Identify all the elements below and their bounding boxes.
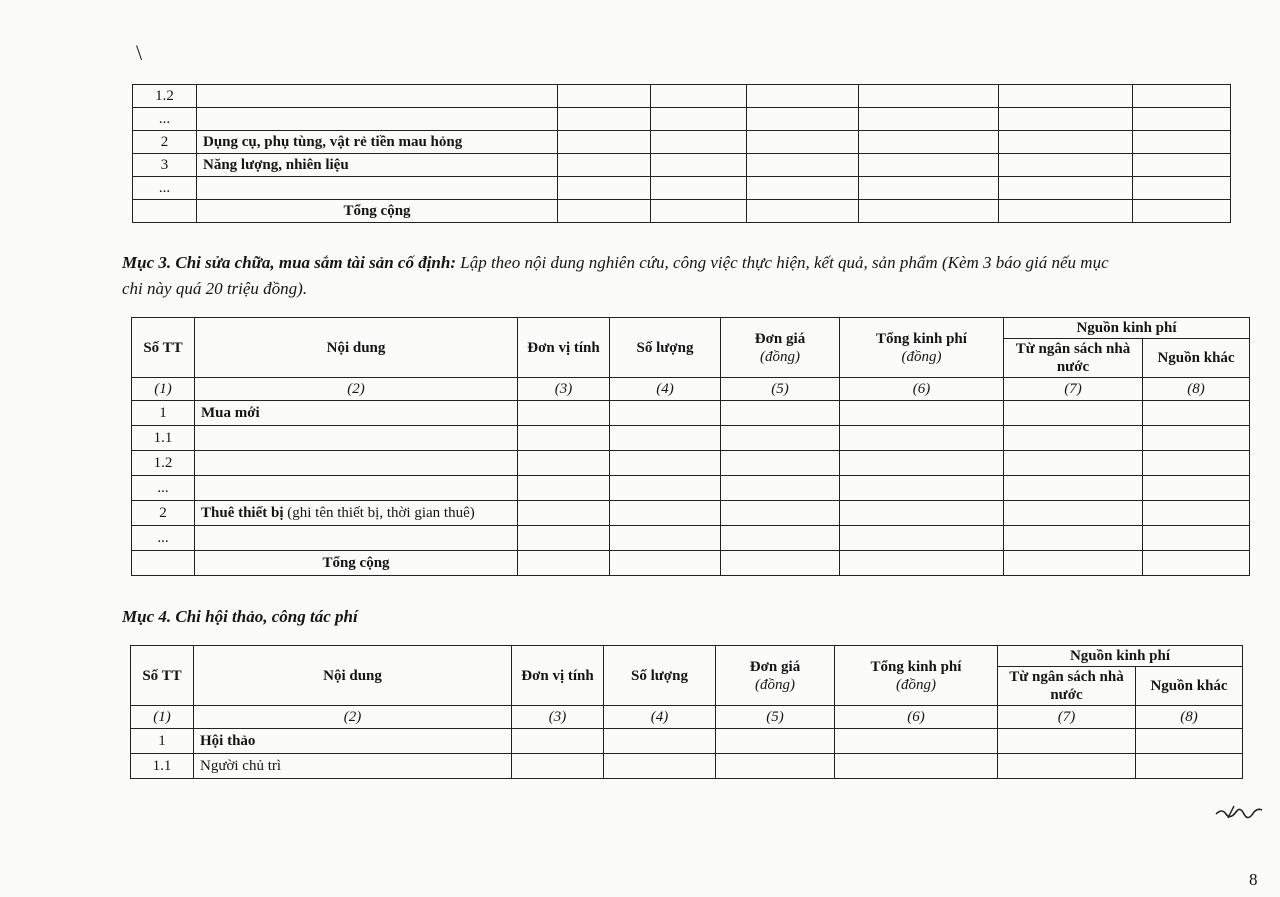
empty-cell xyxy=(747,108,859,131)
empty-cell xyxy=(558,200,651,223)
empty-cell xyxy=(610,551,721,576)
empty-cell xyxy=(1004,551,1143,576)
empty-cell xyxy=(651,200,747,223)
header-unit xyxy=(518,318,610,378)
empty-cell xyxy=(999,131,1133,154)
row-number-cell: 3 xyxy=(133,154,197,177)
empty-cell xyxy=(859,177,999,200)
row-number-cell: ... xyxy=(132,476,195,501)
header-stt-label: Số TT xyxy=(142,667,182,684)
empty-cell xyxy=(518,426,610,451)
empty-cell xyxy=(721,476,840,501)
header-total-cost-unit: (đồng) xyxy=(901,348,942,365)
row-number-cell: 1.1 xyxy=(131,754,194,779)
row-content-text: Mua mới xyxy=(201,404,260,421)
empty-cell xyxy=(1143,426,1250,451)
empty-cell xyxy=(1004,426,1143,451)
column-number: (6) xyxy=(835,706,998,729)
header-row xyxy=(132,318,1250,339)
empty-cell xyxy=(840,401,1004,426)
header-total-cost xyxy=(840,318,1004,378)
empty-cell xyxy=(716,754,835,779)
column-number: (3) xyxy=(512,706,604,729)
empty-cell xyxy=(651,154,747,177)
empty-cell xyxy=(1143,476,1250,501)
header-content xyxy=(194,646,512,706)
header-total-cost-label: Tổng kinh phí xyxy=(870,658,962,675)
header-funding-source xyxy=(998,646,1243,667)
empty-cell xyxy=(651,108,747,131)
column-number: (6) xyxy=(840,378,1004,401)
empty-cell xyxy=(998,754,1136,779)
table-row xyxy=(132,426,1250,451)
table-row xyxy=(133,154,1231,177)
empty-cell xyxy=(721,501,840,526)
column-number: (5) xyxy=(716,706,835,729)
header-unit-price-unit: (đồng) xyxy=(755,676,795,693)
empty-cell xyxy=(859,200,999,223)
row-content-cell xyxy=(197,108,558,131)
table-row xyxy=(132,501,1250,526)
empty-cell xyxy=(132,551,195,576)
row-content-cell xyxy=(197,154,558,177)
row-content-cell xyxy=(197,131,558,154)
header-quantity-label: Số lượng xyxy=(631,667,688,684)
empty-cell xyxy=(721,401,840,426)
empty-cell xyxy=(133,200,197,223)
column-number-row xyxy=(132,378,1250,401)
empty-cell xyxy=(558,177,651,200)
empty-cell xyxy=(859,154,999,177)
column-number: (8) xyxy=(1143,378,1250,401)
empty-cell xyxy=(1136,729,1243,754)
table-row xyxy=(132,476,1250,501)
empty-cell xyxy=(512,754,604,779)
empty-cell xyxy=(840,426,1004,451)
header-funding-source-label: Nguồn kinh phí xyxy=(1076,320,1177,336)
empty-cell xyxy=(721,551,840,576)
empty-cell xyxy=(558,85,651,108)
empty-cell xyxy=(859,131,999,154)
header-total-cost xyxy=(835,646,998,706)
empty-cell xyxy=(747,177,859,200)
column-number: (4) xyxy=(610,378,721,401)
header-unit xyxy=(512,646,604,706)
empty-cell xyxy=(604,754,716,779)
header-other-source-label: Nguồn khác xyxy=(1157,350,1235,366)
signature-initials xyxy=(1214,800,1264,824)
row-number-cell: ... xyxy=(132,526,195,551)
header-unit-price xyxy=(721,318,840,378)
empty-cell xyxy=(840,476,1004,501)
empty-cell xyxy=(999,108,1133,131)
row-content-cell xyxy=(195,476,518,501)
header-other-source-label: Nguồn khác xyxy=(1150,678,1228,694)
empty-cell xyxy=(1136,754,1243,779)
header-state-budget-label: Từ ngân sách nhà nước xyxy=(1015,341,1131,375)
empty-cell xyxy=(999,154,1133,177)
row-number-cell: 2 xyxy=(132,501,195,526)
header-unit-label: Đơn vị tính xyxy=(527,339,600,356)
empty-cell xyxy=(999,200,1133,223)
column-number: (2) xyxy=(195,378,518,401)
row-content-cell xyxy=(195,501,518,526)
empty-cell xyxy=(999,85,1133,108)
section-4-title: Mục 4. Chi hội thảo, công tác phí xyxy=(122,607,358,626)
header-stt-label: Số TT xyxy=(143,339,183,356)
empty-cell xyxy=(610,476,721,501)
empty-cell xyxy=(1133,177,1231,200)
empty-cell xyxy=(998,729,1136,754)
row-content-cell xyxy=(197,177,558,200)
header-state-budget xyxy=(998,667,1136,706)
table-workshops xyxy=(130,645,1243,779)
empty-cell xyxy=(558,131,651,154)
row-content-cell xyxy=(194,729,512,754)
row-content-cell xyxy=(195,426,518,451)
column-number: (7) xyxy=(998,706,1136,729)
section-3-heading xyxy=(122,250,1109,302)
column-number: (1) xyxy=(131,706,194,729)
row-content-cell xyxy=(195,451,518,476)
empty-cell xyxy=(558,108,651,131)
column-number: (3) xyxy=(518,378,610,401)
empty-cell xyxy=(721,426,840,451)
empty-cell xyxy=(1133,154,1231,177)
empty-cell xyxy=(835,754,998,779)
empty-cell xyxy=(1004,476,1143,501)
row-content-cell xyxy=(197,85,558,108)
header-unit-price-unit: (đồng) xyxy=(760,348,800,365)
empty-cell xyxy=(721,526,840,551)
empty-cell xyxy=(716,729,835,754)
empty-cell xyxy=(518,526,610,551)
empty-cell xyxy=(747,131,859,154)
header-unit-price-label: Đơn giá xyxy=(754,330,806,347)
total-label: Tổng cộng xyxy=(197,200,558,223)
header-stt xyxy=(132,318,195,378)
row-content-cell xyxy=(195,401,518,426)
empty-cell xyxy=(518,551,610,576)
row-content-text: Người chủ trì xyxy=(200,757,282,774)
header-state-budget xyxy=(1004,339,1143,378)
empty-cell xyxy=(558,154,651,177)
empty-cell xyxy=(1133,108,1231,131)
header-other-source xyxy=(1143,339,1250,378)
header-state-budget-label: Từ ngân sách nhà nước xyxy=(1009,669,1124,703)
empty-cell xyxy=(840,526,1004,551)
row-number-cell: 1.2 xyxy=(133,85,197,108)
header-funding-source-label: Nguồn kinh phí xyxy=(1069,648,1171,664)
row-content-text: Thuê thiết bị xyxy=(201,504,284,521)
empty-cell xyxy=(859,108,999,131)
column-number: (7) xyxy=(1004,378,1143,401)
section-3-title: Mục 3. Chi sửa chữa, mua sắm tài sản cố định: xyxy=(122,253,456,272)
row-number-cell: ... xyxy=(133,108,197,131)
table-row xyxy=(133,108,1231,131)
empty-cell xyxy=(1143,526,1250,551)
header-total-cost-unit: (đồng) xyxy=(896,676,936,693)
empty-cell xyxy=(1143,501,1250,526)
empty-cell xyxy=(1004,526,1143,551)
pen-mark: \ xyxy=(136,40,143,65)
table-row xyxy=(133,85,1231,108)
empty-cell xyxy=(1133,200,1231,223)
table-row xyxy=(133,177,1231,200)
table-row xyxy=(131,729,1243,754)
empty-cell xyxy=(610,501,721,526)
table-fixed-assets xyxy=(131,317,1250,576)
empty-cell xyxy=(840,501,1004,526)
empty-cell xyxy=(518,501,610,526)
header-content-label: Nội dung xyxy=(323,667,382,684)
empty-cell xyxy=(651,177,747,200)
empty-cell xyxy=(1143,401,1250,426)
header-stt xyxy=(131,646,194,706)
empty-cell xyxy=(651,131,747,154)
empty-cell xyxy=(518,451,610,476)
empty-cell xyxy=(518,476,610,501)
empty-cell xyxy=(1004,451,1143,476)
table-row xyxy=(133,131,1231,154)
header-other-source xyxy=(1136,667,1243,706)
column-number: (4) xyxy=(604,706,716,729)
page-number: 8 xyxy=(1249,870,1258,889)
empty-cell xyxy=(1133,131,1231,154)
empty-cell xyxy=(747,154,859,177)
row-content-text: Năng lượng, nhiên liệu xyxy=(203,156,349,173)
row-content-cell xyxy=(194,754,512,779)
empty-cell xyxy=(747,85,859,108)
column-number-row xyxy=(131,706,1243,729)
empty-cell xyxy=(835,729,998,754)
row-number-cell: 2 xyxy=(133,131,197,154)
table-row xyxy=(131,754,1243,779)
row-number-cell: 1.1 xyxy=(132,426,195,451)
column-number: (8) xyxy=(1136,706,1243,729)
section-3-description: Lập theo nội dung nghiên cứu, công việc thực hiện, kết quả, sản phẩm (Kèm 3 báo giá nếu mục xyxy=(456,253,1109,272)
header-content-label: Nội dung xyxy=(326,339,386,356)
row-number-cell: 1.2 xyxy=(132,451,195,476)
empty-cell xyxy=(518,401,610,426)
table-row xyxy=(132,451,1250,476)
empty-cell xyxy=(721,451,840,476)
row-content-text: Dụng cụ, phụ tùng, vật rẻ tiền mau hỏng xyxy=(203,133,463,150)
empty-cell xyxy=(651,85,747,108)
empty-cell xyxy=(1004,401,1143,426)
empty-cell xyxy=(610,526,721,551)
table-row xyxy=(132,401,1250,426)
column-number: (2) xyxy=(194,706,512,729)
total-row xyxy=(133,200,1231,223)
empty-cell xyxy=(840,551,1004,576)
empty-cell xyxy=(859,85,999,108)
header-quantity-label: Số lượng xyxy=(636,339,694,356)
header-funding-source xyxy=(1004,318,1250,339)
header-quantity xyxy=(604,646,716,706)
header-content xyxy=(195,318,518,378)
table-row xyxy=(132,526,1250,551)
row-number-cell: 1 xyxy=(132,401,195,426)
empty-cell xyxy=(1004,501,1143,526)
row-content-note: (ghi tên thiết bị, thời gian thuê) xyxy=(283,504,475,521)
header-unit-price-label: Đơn giá xyxy=(749,658,801,675)
total-label: Tổng cộng xyxy=(195,551,518,576)
empty-cell xyxy=(840,451,1004,476)
table-continued xyxy=(132,84,1231,223)
header-unit-label: Đơn vị tính xyxy=(521,667,594,684)
total-row xyxy=(132,551,1250,576)
empty-cell xyxy=(604,729,716,754)
empty-cell xyxy=(747,200,859,223)
empty-cell xyxy=(1143,551,1250,576)
empty-cell xyxy=(610,426,721,451)
empty-cell xyxy=(512,729,604,754)
empty-cell xyxy=(1133,85,1231,108)
empty-cell xyxy=(1143,451,1250,476)
empty-cell xyxy=(999,177,1133,200)
header-row xyxy=(131,646,1243,667)
header-total-cost-label: Tổng kinh phí xyxy=(876,330,967,347)
section-4-heading xyxy=(122,604,358,630)
row-number-cell: ... xyxy=(133,177,197,200)
header-unit-price xyxy=(716,646,835,706)
column-number: (1) xyxy=(132,378,195,401)
column-number: (5) xyxy=(721,378,840,401)
row-number-cell: 1 xyxy=(131,729,194,754)
empty-cell xyxy=(610,451,721,476)
header-quantity xyxy=(610,318,721,378)
row-content-text: Hội thảo xyxy=(200,732,256,749)
section-3-description-cont: chi này quá 20 triệu đồng). xyxy=(122,279,308,298)
row-content-cell xyxy=(195,526,518,551)
empty-cell xyxy=(610,401,721,426)
